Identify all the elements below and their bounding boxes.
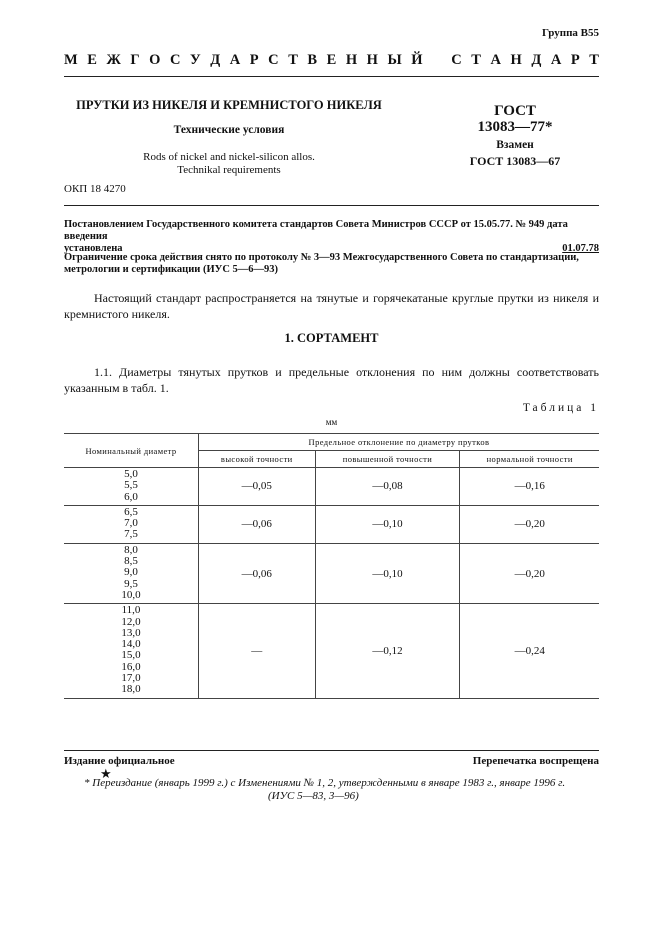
- footer-divider: [64, 750, 599, 751]
- decree-line2: установлена: [64, 243, 123, 254]
- header-increased-accuracy: повышенной точности: [315, 451, 460, 468]
- header-divider: [64, 76, 599, 77]
- group-code: Группа В55: [541, 27, 599, 39]
- gost-label: ГОСТ: [494, 103, 536, 119]
- cell-increased-accuracy: —0,10: [315, 543, 460, 603]
- title-divider: [64, 205, 599, 206]
- document-subtitle: Технические условия: [173, 124, 285, 136]
- banner-letter: С: [268, 52, 279, 68]
- banner-letter: А: [490, 52, 501, 68]
- english-title-line1: Rods of nickel and nickel-silicon allos.: [143, 151, 315, 163]
- banner-letter: Т: [288, 52, 298, 68]
- banner-letter: Н: [345, 52, 358, 68]
- table-unit: мм: [325, 417, 338, 427]
- header-nominal-diameter: Номинальный диаметр: [64, 434, 199, 468]
- table-row: [64, 604, 599, 698]
- english-title-line2: Technikal requirements: [177, 164, 281, 176]
- header-tolerance-group: Предельное отклонение по диаметру прутков: [199, 434, 600, 451]
- official-edition: Издание официальное: [64, 755, 175, 767]
- banner-letter: Н: [366, 52, 378, 68]
- table-row: [64, 543, 599, 603]
- cell-high-accuracy: —0,05: [199, 468, 316, 506]
- cell-normal-accuracy: —0,20: [514, 567, 545, 580]
- banner-letter: А: [229, 52, 241, 68]
- banner-letter: Ж: [106, 52, 121, 68]
- cell-normal-accuracy: —0,24: [514, 644, 545, 657]
- banner-letter: Р: [570, 52, 580, 68]
- section-heading: 1. СОРТАМЕНТ: [284, 331, 379, 345]
- intro-paragraph: Настоящий стандарт распространяется на тянутые и горячекатаные круглые прутки из никеля и кремнистого никеля.: [64, 291, 599, 321]
- introduction-date: 01.07.78: [562, 243, 599, 254]
- table-row: [64, 468, 599, 506]
- banner-letter: Р: [249, 52, 259, 68]
- decree-line1: Постановлением Государственного комитета стандартов Совета Министров СССР от 15.05.77. № 949 дата введения: [64, 219, 568, 242]
- banner-letter: Д: [210, 52, 221, 68]
- cell-normal-accuracy: —0,16: [514, 480, 545, 493]
- cell-high-accuracy: —0,06: [199, 543, 316, 603]
- cell-increased-accuracy: —0,10: [315, 505, 460, 543]
- banner-letter: У: [189, 52, 201, 68]
- diameter-tolerance-table: [64, 433, 599, 699]
- section-paragraph: 1.1. Диаметры тянутых прутков и предельные отклонения по ним должны соответствовать указанным в табл. 1.: [64, 365, 599, 395]
- cell-increased-accuracy: —0,12: [315, 604, 460, 698]
- banner-letter: О: [149, 52, 161, 68]
- banner-letter: Д: [531, 52, 542, 68]
- banner-letter: С: [169, 52, 181, 68]
- limitation-text: Ограничение срока действия снято по протоколу № 3—93 Межгосударственного Совета по стандартизации, метрологии и сертификации (ИУС 5—6—93): [64, 252, 579, 275]
- cell-diameters: 8,0 8,5 9,0 9,5 10,0: [64, 543, 199, 603]
- okp-code: ОКП 18 4270: [64, 183, 126, 195]
- banner-letter: М: [64, 52, 78, 68]
- banner-letter: Й: [411, 52, 423, 68]
- banner-letter: В: [307, 52, 318, 68]
- table-row: [64, 505, 599, 543]
- banner-letter: Н: [510, 52, 522, 68]
- cell-high-accuracy: —0,06: [199, 505, 316, 543]
- table-caption: Таблица 1: [522, 402, 599, 414]
- replaces-label: Взамен: [496, 139, 534, 151]
- replaces-number: ГОСТ 13083—67: [469, 154, 561, 168]
- banner-letter: Г: [130, 52, 140, 68]
- banner-letter: Т: [589, 52, 599, 68]
- header-high-accuracy: высокой точности: [199, 451, 316, 468]
- banner-letter: Е: [326, 52, 337, 68]
- banner-letter: Е: [87, 52, 97, 68]
- cell-diameters: 6,5 7,0 7,5: [64, 505, 199, 543]
- banner-letter: С: [451, 52, 462, 68]
- cell-normal-accuracy: —0,20: [514, 518, 545, 531]
- cell-increased-accuracy: —0,08: [315, 468, 460, 506]
- cell-diameters: 11,0 12,0 13,0 14,0 15,0 16,0 17,0 18,0: [64, 604, 199, 698]
- banner-letter: Т: [471, 52, 481, 68]
- gost-number: 13083—77*: [477, 119, 553, 135]
- banner-letter: Ы: [387, 52, 402, 68]
- header-normal-accuracy: нормальной точности: [486, 454, 573, 464]
- reprint-prohibited: Перепечатка воспрещена: [472, 755, 599, 767]
- english-title: [64, 151, 394, 177]
- interstate-standard-banner: [64, 52, 599, 69]
- document-title: ПРУТКИ ИЗ НИКЕЛЯ И КРЕМНИСТОГО НИКЕЛЯ: [76, 98, 382, 112]
- decree-text: [64, 219, 599, 255]
- banner-letter: А: [550, 52, 562, 68]
- cell-diameters: 5,0 5,5 6,0: [64, 468, 199, 506]
- gost-designation: [440, 103, 590, 169]
- reissue-note: * Переиздание (январь 1999 г.) с Изменениями № 1, 2, утвержденными в январе 1983 г., январе 1996 г.: [84, 777, 566, 789]
- cell-high-accuracy: —: [199, 604, 316, 698]
- reissue-note-ref: (ИУС 5—83, 3—96): [268, 790, 359, 802]
- star-icon: ★: [100, 766, 112, 781]
